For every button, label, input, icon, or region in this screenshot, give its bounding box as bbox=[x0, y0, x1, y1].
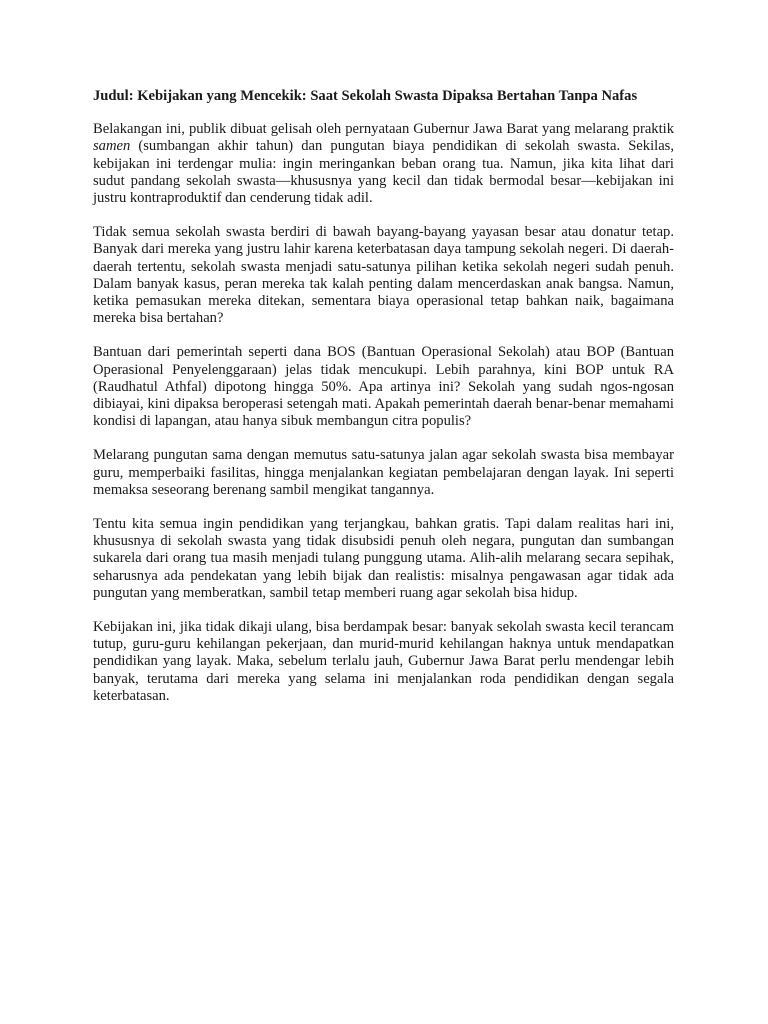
paragraph-1-italic-term: samen bbox=[93, 138, 131, 155]
paragraph-5: Tentu kita semua ingin pendidikan yang terjangkau, bahkan gratis. Tapi dalam realitas hari ini, khususnya di sekolah swasta yang tidak disubsidi penuh oleh negara, pungutan dan sumbangan sukarela dari orang tua masih menjadi tulang punggung utama. Alih-alih melarang secara sepihak, seharusnya ada pendekatan yang lebih bijak dan realistis: misalnya pengawasan agar tidak ada pungutan yang memberatkan, sambil tetap memberi ruang agar sekolah bisa hidup. bbox=[93, 516, 674, 601]
paragraph-1 bbox=[93, 121, 674, 207]
paragraph-1-text-after: (sumbangan akhir tahun) dan pungutan biaya pendidikan di sekolah swasta. Sekilas, kebijakan ini terdengar mulia: ingin meringankan beban orang tua. Namun, jika kita lihat dari sudut pandang sekolah swasta—khususnya yang kecil dan tidak bermodal besar—kebijakan ini justru kontraproduktif dan cenderung tidak adil. bbox=[93, 138, 674, 207]
paragraph-4: Melarang pungutan sama dengan memutus satu-satunya jalan agar sekolah swasta bisa membayar guru, memperbaiki fasilitas, hingga menjalankan kegiatan pembelajaran dengan layak. Ini seperti memaksa seseorang berenang sambil mengikat tangannya. bbox=[93, 447, 674, 498]
paragraph-2: Tidak semua sekolah swasta berdiri di bawah bayang-bayang yayasan besar atau donatur tetap. Banyak dari mereka yang justru lahir karena keterbatasan daya tampung sekolah negeri. Di daerah-daerah tertentu, sekolah swasta menjadi satu-satunya pilihan ketika sekolah negeri sudah penuh. Dalam banyak kasus, peran mereka tak kalah penting dalam mencerdaskan anak bangsa. Namun, ketika pemasukan mereka ditekan, sementara biaya operasional tetap bahkan naik, bagaimana mereka bisa bertahan? bbox=[93, 224, 674, 327]
paragraph-3: Bantuan dari pemerintah seperti dana BOS (Bantuan Operasional Sekolah) atau BOP (Bantuan Operasional Penyelenggaraan) jelas tidak mencukupi. Lebih parahnya, kini BOP untuk RA (Raudhatul Athfal) dipotong hingga 50%. Apa artinya ini? Sekolah yang sudah ngos-ngosan dibiayai, kini dipaksa beroperasi setengah mati. Apakah pemerintah daerah benar-benar memahami kondisi di lapangan, atau hanya sibuk membangun citra populis? bbox=[93, 344, 674, 430]
document-page bbox=[93, 88, 674, 705]
paragraph-6: Kebijakan ini, jika tidak dikaji ulang, bisa berdampak besar: banyak sekolah swasta kecil terancam tutup, guru-guru kehilangan pekerjaan, dan murid-murid kehilangan haknya untuk mendapatkan pendidikan yang layak. Maka, sebelum terlalu jauh, Gubernur Jawa Barat perlu mendengar lebih banyak, terutama dari mereka yang selama ini menjalankan roda pendidikan dengan segala keterbatasan. bbox=[93, 619, 674, 704]
paragraph-1-text-before: Belakangan ini, publik dibuat gelisah oleh pernyataan Gubernur Jawa Barat yang melarang praktik bbox=[93, 121, 674, 138]
document-title: Judul: Kebijakan yang Mencekik: Saat Sekolah Swasta Dipaksa Bertahan Tanpa Nafas bbox=[93, 88, 638, 104]
